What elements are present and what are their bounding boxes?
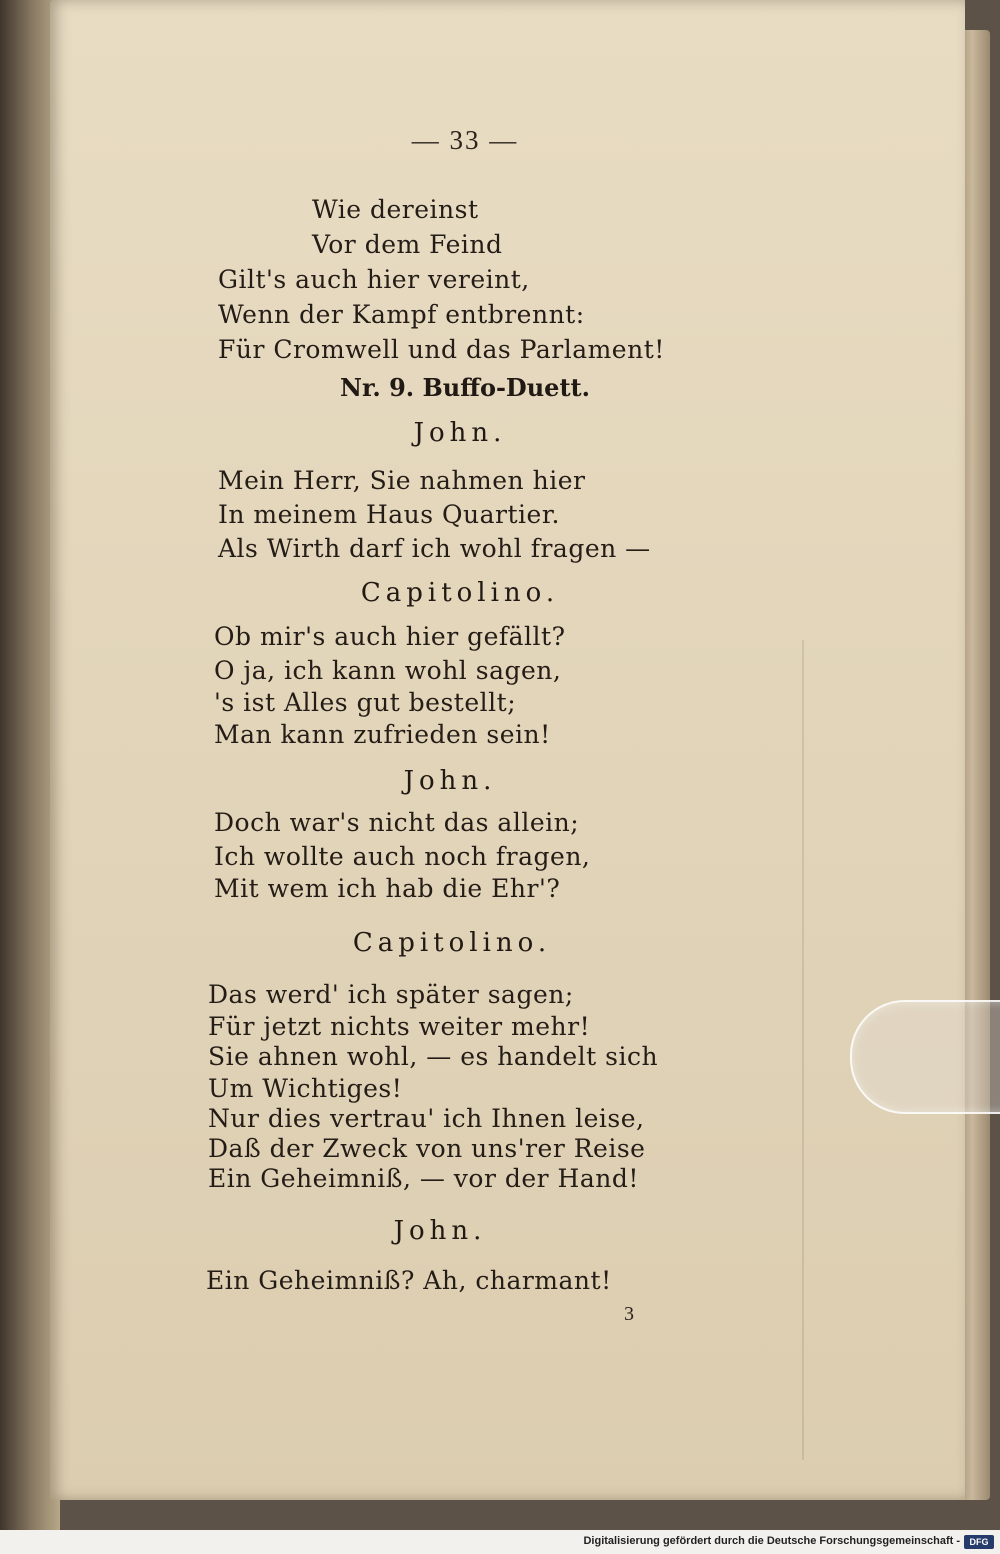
verse-line: Gilt's auch hier vereint, [218, 265, 530, 294]
verse-line: Vor dem Feind [312, 230, 503, 259]
verse-line: Ob mir's auch hier gefällt? [214, 622, 566, 651]
speaker-heading-john: John. [403, 766, 497, 796]
speaker-heading-capitolino: Capitolino. [352, 928, 552, 958]
dfg-logo: DFG [964, 1535, 994, 1549]
verse-line: Mein Herr, Sie nahmen hier [218, 466, 586, 495]
viewer-page-turn-tab[interactable] [850, 1000, 1000, 1114]
verse-line: Wie dereinst [312, 195, 479, 224]
verse-line: O ja, ich kann wohl sagen, [214, 656, 562, 685]
verse-line: Für jetzt nichts weiter mehr! [208, 1012, 591, 1041]
signature-mark: 3 [624, 1303, 634, 1325]
verse-line: Um Wichtiges! [208, 1074, 403, 1103]
verse-line: 's ist Alles gut bestellt; [214, 688, 517, 717]
verse-line: Doch war's nicht das allein; [214, 808, 580, 837]
digitization-footer [0, 1530, 1000, 1554]
verse-line: Wenn der Kampf entbrennt: [218, 300, 585, 329]
verse-line: Daß der Zweck von uns'rer Reise [208, 1134, 646, 1163]
speaker-heading-capitolino: Capitolino. [360, 578, 560, 608]
verse-line: Ich wollte auch noch fragen, [214, 842, 591, 871]
verse-line: Man kann zufrieden sein! [214, 720, 551, 749]
verse-line: Für Cromwell und das Parlament! [218, 335, 665, 364]
verse-line: Das werd' ich später sagen; [208, 980, 574, 1009]
verse-line: Mit wem ich hab die Ehr'? [214, 874, 561, 903]
verse-line: Ein Geheimniß, — vor der Hand! [208, 1164, 639, 1193]
verse-line: Nur dies vertrau' ich Ihnen leise, [208, 1104, 645, 1133]
page-number: — 33 — [411, 125, 519, 155]
speaker-heading-john: John. [413, 418, 507, 448]
speaker-heading-john: John. [393, 1216, 487, 1246]
verse-line: Sie ahnen wohl, — es handelt sich [208, 1042, 659, 1071]
footer-credit: Digitalisierung gefördert durch die Deutsche Forschungsgemeinschaft - [583, 1535, 960, 1547]
verse-line: In meinem Haus Quartier. [218, 500, 560, 529]
section-title: Nr. 9. Buffo-Duett. [340, 373, 590, 402]
verse-line: Ein Geheimniß? Ah, charmant! [206, 1266, 612, 1295]
verse-line: Als Wirth darf ich wohl fragen — [218, 534, 651, 563]
